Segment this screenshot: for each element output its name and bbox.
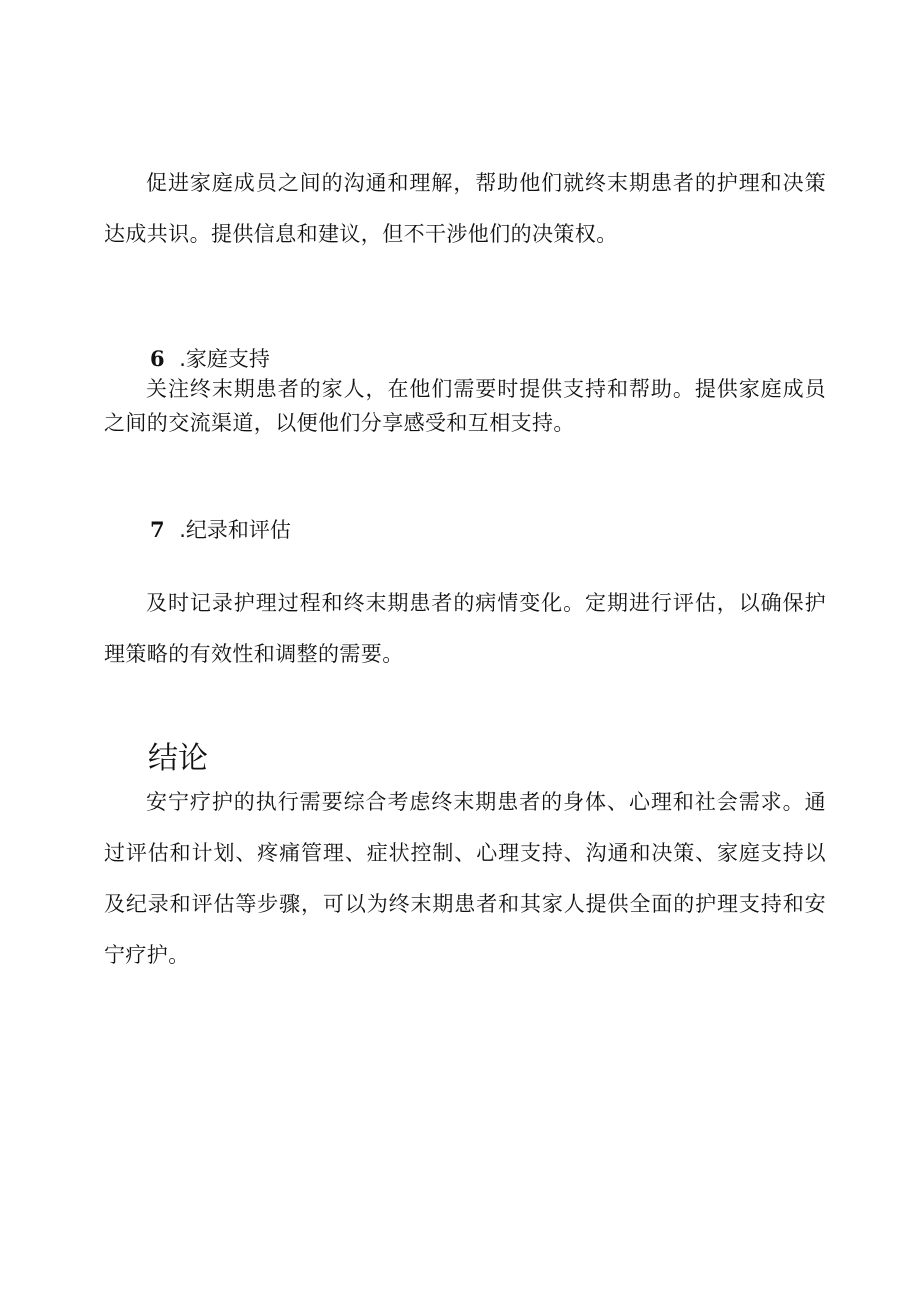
paragraph-communication: 促进家庭成员之间的沟通和理解，帮助他们就终末期患者的护理和决策达成共识。提供信息和建议，但不干涉他们的决策权。 [104,171,826,246]
heading-text: .纪录和评估 [179,518,291,542]
heading-family-support [150,343,270,373]
paragraph-conclusion: 安宁疗护的执行需要综合考虑终末期患者的身体、心理和社会需求。通过评估和计划、疼痛管理、症状控制、心理支持、沟通和决策、家庭支持以及纪录和评估等步骤，可以为终末期患者和其家人提供全面的护理支持和安宁疗护。 [104,790,826,967]
heading-text: .家庭支持 [179,347,270,371]
heading-number: 7 [150,517,165,542]
heading-records-evaluation [150,514,291,544]
paragraph-family-support: 关注终末期患者的家人，在他们需要时提供支持和帮助。提供家庭成员之间的交流渠道，以便他们分享感受和互相支持。 [104,377,826,435]
section-title-conclusion: 结论 [148,741,208,776]
paragraph-records-evaluation: 及时记录护理过程和终末期患者的病情变化。定期进行评估，以确保护理策略的有效性和调整的需要。 [104,591,826,666]
heading-number: 6 [150,346,165,371]
